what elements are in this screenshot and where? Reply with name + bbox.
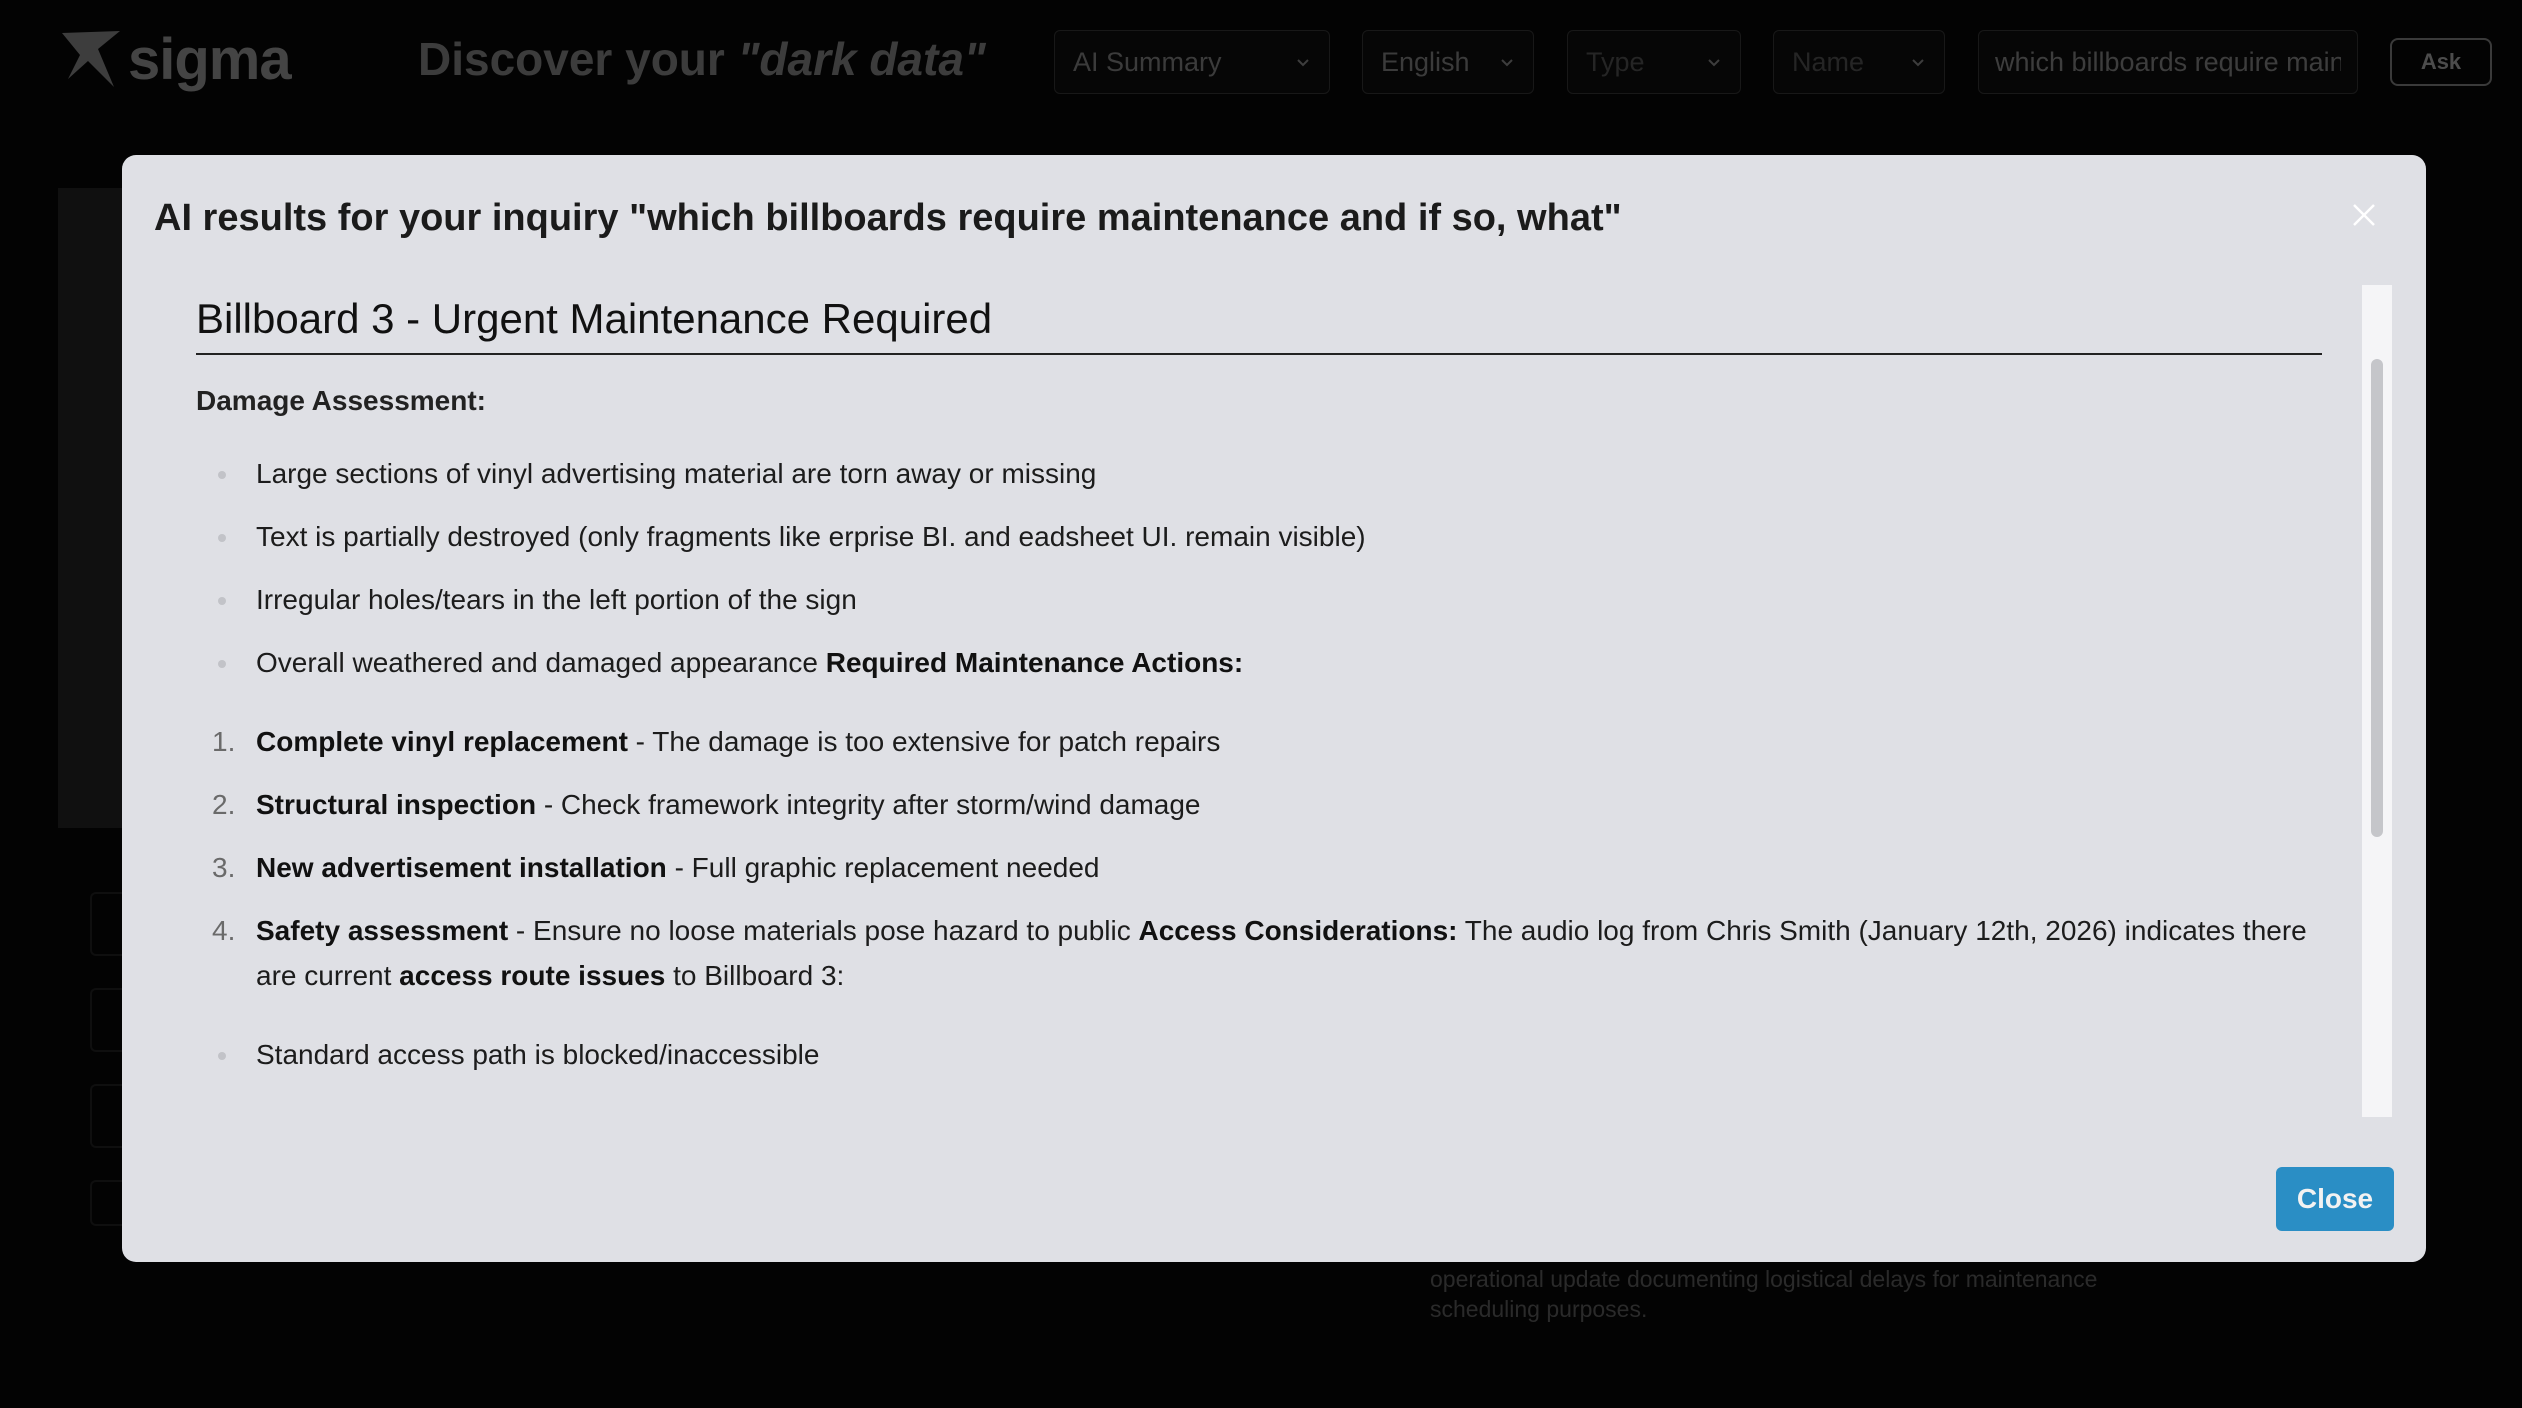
bullet-icon <box>218 471 226 479</box>
bullet-icon <box>218 597 226 605</box>
language-value: English <box>1381 46 1470 77</box>
access-list <box>196 1032 2322 1077</box>
action-title: Complete vinyl replacement <box>256 726 628 757</box>
result-heading: Billboard 3 - Urgent Maintenance Required <box>196 285 2322 355</box>
close-icon[interactable] <box>2344 195 2384 235</box>
damage-assessment-label: Damage Assessment: <box>196 385 486 416</box>
list-item <box>196 640 2322 685</box>
list-item <box>196 577 2322 622</box>
tagline-emphasis: "dark data" <box>737 33 986 85</box>
list-number: 3. <box>212 852 236 883</box>
list-item-text: Text is partially destroyed (only fragments like erprise BI. and eadsheet UI. remain visible) <box>256 521 1366 552</box>
ai-results-modal <box>122 155 2426 1262</box>
actions-list <box>196 719 2322 998</box>
type-placeholder: Type <box>1586 46 1645 77</box>
name-placeholder: Name <box>1792 46 1865 77</box>
list-item <box>196 719 2322 764</box>
results-content <box>196 285 2322 1095</box>
close-button[interactable]: Close <box>2276 1167 2394 1231</box>
list-item-text: Overall weathered and damaged appearance <box>256 647 826 678</box>
list-item-text: Irregular holes/tears in the left portion of the sign <box>256 584 857 615</box>
action-title: New advertisement installation <box>256 852 667 883</box>
list-item <box>196 908 2322 998</box>
summary-mode-value: AI Summary <box>1073 46 1222 77</box>
tagline-prefix: Discover your <box>418 33 738 85</box>
action-text: - Check framework integrity after storm/wind damage <box>536 789 1201 820</box>
ask-button[interactable]: Ask <box>2390 38 2492 86</box>
bullet-icon <box>218 534 226 542</box>
action-text: - Full graphic replacement needed <box>666 852 1100 883</box>
access-text: The audio log from Chris Smith (January 12th, 2026) indicates there are current <box>256 915 2307 991</box>
action-title: Safety assessment <box>256 915 509 946</box>
list-number: 4. <box>212 915 236 946</box>
list-number: 1. <box>212 726 236 757</box>
access-considerations-label: Access Considerations: <box>1138 915 1458 946</box>
logo-text: sigma <box>128 27 291 92</box>
list-item <box>196 845 2322 890</box>
list-number: 2. <box>212 789 236 820</box>
access-tail: to Billboard 3: <box>665 960 845 991</box>
action-text: - The damage is too extensive for patch repairs <box>627 726 1221 757</box>
list-item <box>196 451 2322 496</box>
results-scroll-area[interactable] <box>122 285 2362 1117</box>
list-item <box>196 514 2322 559</box>
bullet-icon <box>218 1052 226 1060</box>
scrollbar-thumb[interactable] <box>2371 359 2383 837</box>
background-description: operational update documenting logistical delays for maintenance scheduling purposes. <box>1430 1266 2098 1322</box>
access-route-issues: access route issues <box>399 960 666 991</box>
list-item <box>196 782 2322 827</box>
modal-title: AI results for your inquiry "which billboards require maintenance and if so, what" <box>154 197 1622 239</box>
action-title: Structural inspection <box>256 789 537 820</box>
list-item-text: Large sections of vinyl advertising material are torn away or missing <box>256 458 1097 489</box>
bullet-icon <box>218 660 226 668</box>
damage-list <box>196 451 2322 685</box>
required-actions-label: Required Maintenance Actions: <box>825 647 1244 678</box>
list-item-text: Standard access path is blocked/inaccessible <box>256 1039 820 1070</box>
scrollbar[interactable] <box>2362 285 2392 1117</box>
action-text: - Ensure no loose materials pose hazard to public <box>508 915 1139 946</box>
list-item <box>196 1032 2322 1077</box>
